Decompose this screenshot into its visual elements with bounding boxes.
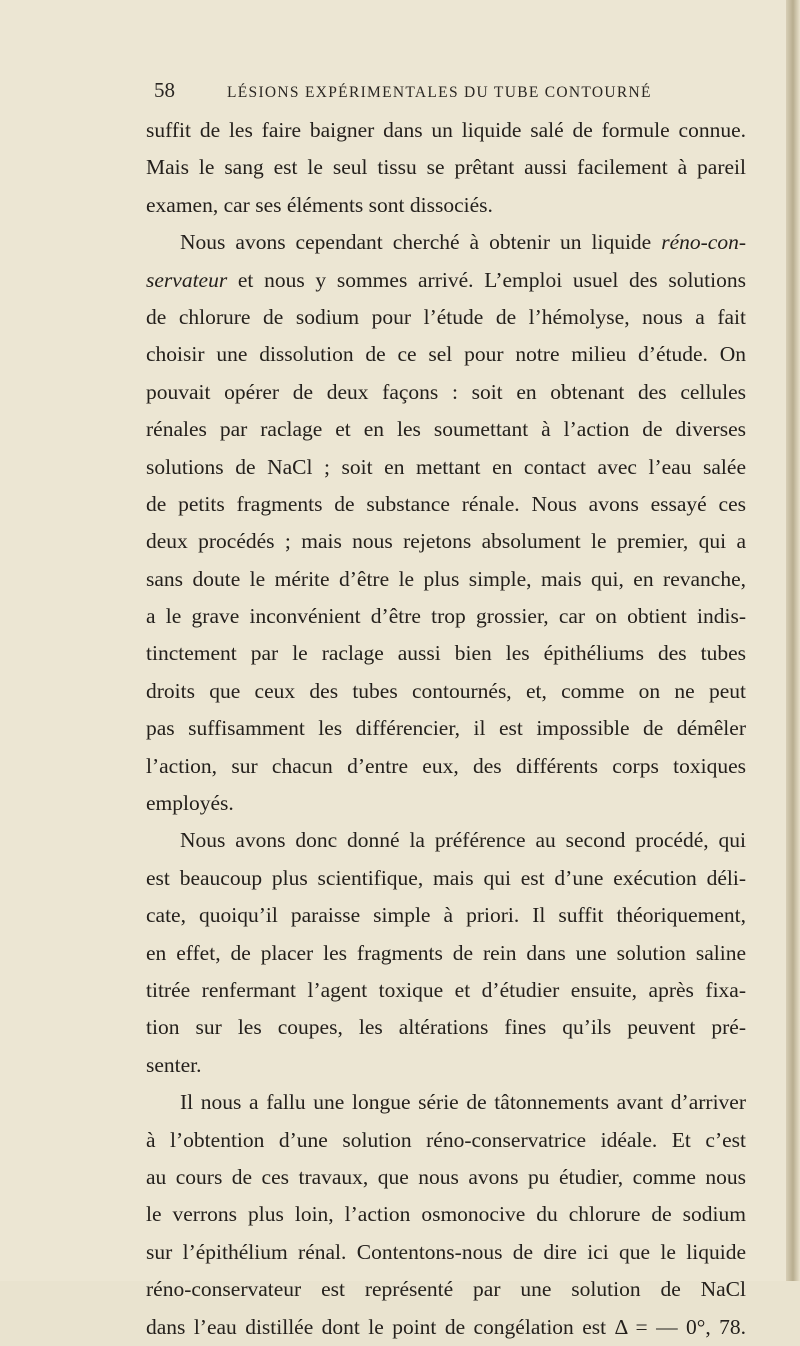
italic-term: servateur xyxy=(146,267,228,292)
body-text xyxy=(146,112,746,1346)
text-line: Nous avons donc donné la préférence au second procédé, qui xyxy=(180,828,746,853)
text-line: de chlorure de sodium pour l’étude de l’hémolyse, nous a fait xyxy=(146,304,746,329)
text-line: Mais le sang est le seul tissu se prêtant aussi facilement à pareil xyxy=(146,155,746,180)
page-edge xyxy=(786,0,800,1281)
page-number: 58 xyxy=(154,78,175,102)
text-line: tinctement par le raclage aussi bien les épithéliums des tubes xyxy=(146,641,746,666)
text-line: au cours de ces travaux, que nous avons pu étudier, comme nous xyxy=(146,1164,746,1189)
text-line: dans l’eau distillée dont le point de congélation est Δ = — 0°, 78. xyxy=(146,1314,746,1339)
text-line: rénales par raclage et en les soumettant à l’action de diverses xyxy=(146,417,746,442)
text-line: examen, car ses éléments sont dissociés. xyxy=(146,192,493,217)
text-line: a le grave inconvénient d’être trop grossier, car on obtient indis- xyxy=(146,604,746,629)
text-line: en effet, de placer les fragments de rein dans une solution saline xyxy=(146,940,746,965)
text-line: suffit de les faire baigner dans un liquide salé de formule connue. xyxy=(146,118,746,142)
text-line: titrée renfermant l’agent toxique et d’étudier ensuite, après fixa- xyxy=(146,977,746,1002)
text-line: à l’obtention d’une solution réno-conservatrice idéale. Et c’est xyxy=(146,1127,746,1152)
page-header xyxy=(154,78,714,103)
text-line: Il nous a fallu une longue série de tâtonnements avant d’arriver xyxy=(180,1090,746,1115)
text-line: solutions de NaCl ; soit en mettant en contact avec l’eau salée xyxy=(146,454,746,479)
text-line: l’action, sur chacun d’entre eux, des différents corps toxiques xyxy=(146,753,746,778)
text-line: pouvait opérer de deux façons : soit en obtenant des cellules xyxy=(146,379,746,404)
text-line: pas suffisamment les différencier, il est impossible de démêler xyxy=(146,716,746,741)
text-line: choisir une dissolution de ce sel pour notre milieu d’étude. On xyxy=(146,342,746,367)
text-line: est beaucoup plus scientifique, mais qui est d’une exécution déli- xyxy=(146,865,746,890)
text-line: cate, quoiqu’il paraisse simple à priori. Il suffit théoriquement, xyxy=(146,903,746,928)
text-fragment: et nous y sommes arrivé. L’emploi usuel des solutions xyxy=(227,267,746,292)
text-line: sur l’épithélium rénal. Contentons-nous de dire ici que le liquide xyxy=(146,1239,746,1264)
text-line: tion sur les coupes, les altérations fines qu’ils peuvent pré- xyxy=(146,1015,746,1040)
text-line: de petits fragments de substance rénale. Nous avons essayé ces xyxy=(146,491,746,516)
text-line xyxy=(146,262,746,299)
italic-term: réno-con- xyxy=(661,230,746,255)
text-line: employés. xyxy=(146,791,234,816)
text-line: le verrons plus loin, l’action osmonocive du chlorure de sodium xyxy=(146,1202,746,1227)
text-line: réno-conservateur est représenté par une solution de NaCl xyxy=(146,1277,746,1302)
text-line: senter. xyxy=(146,1052,202,1077)
text-line: droits que ceux des tubes contournés, et, comme on ne peut xyxy=(146,678,746,703)
text-fragment: Nous avons cependant cherché à obtenir un liquide xyxy=(180,230,662,255)
text-line xyxy=(146,224,746,261)
text-line: sans doute le mérite d’être le plus simple, mais qui, en revanche, xyxy=(146,566,746,591)
running-head: LÉSIONS EXPÉRIMENTALES DU TUBE CONTOURNÉ xyxy=(227,84,652,101)
text-line: deux procédés ; mais nous rejetons absolument le premier, qui a xyxy=(146,529,746,554)
